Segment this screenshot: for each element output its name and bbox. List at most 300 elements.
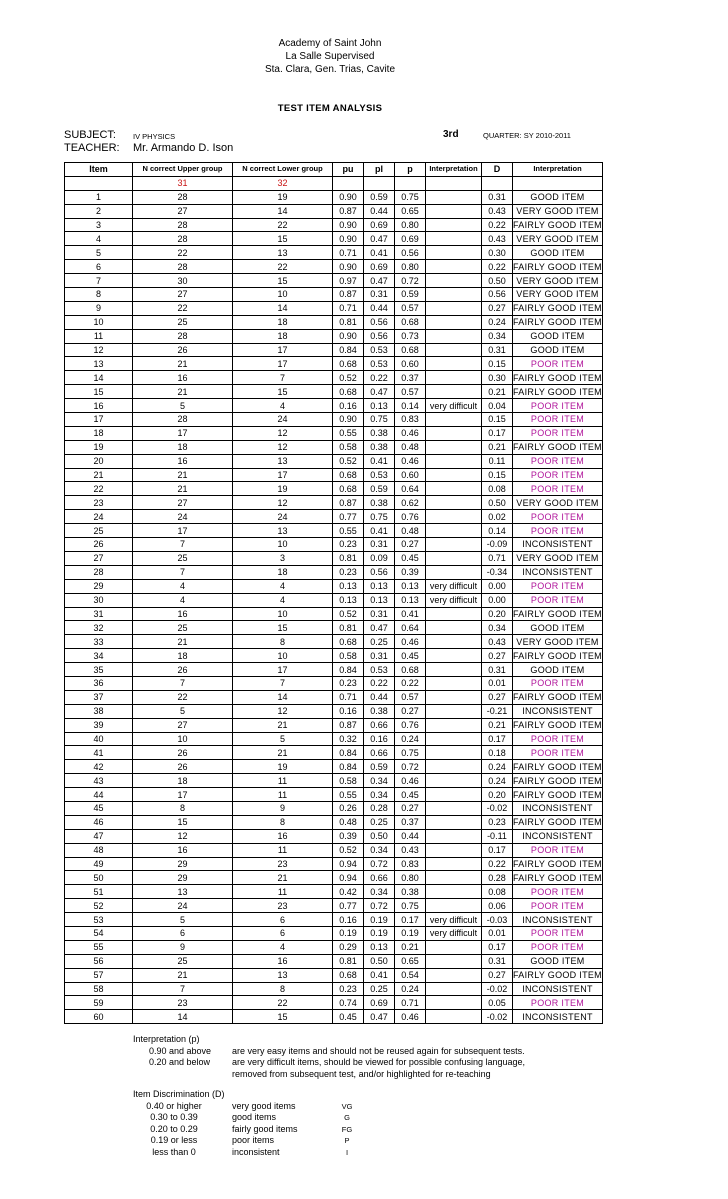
item-number: 15 xyxy=(65,385,133,399)
pl-value: 0.38 xyxy=(364,440,395,454)
lower-correct: 15 xyxy=(233,385,333,399)
d-value: 0.15 xyxy=(482,357,513,371)
legend-d-range: 0.30 to 0.39 xyxy=(150,1112,198,1122)
p-interpretation xyxy=(426,357,482,371)
table-row xyxy=(65,260,603,274)
upper-correct: 22 xyxy=(133,301,233,315)
table-row xyxy=(65,676,603,690)
table-row xyxy=(65,663,603,677)
d-value: 0.22 xyxy=(482,260,513,274)
lower-correct: 4 xyxy=(233,940,333,954)
pu-value: 0.77 xyxy=(333,510,364,524)
p-value: 0.80 xyxy=(395,218,426,232)
legend-d-row xyxy=(133,1101,433,1113)
p-interpretation xyxy=(426,538,482,552)
item-number: 27 xyxy=(65,551,133,565)
lower-correct: 24 xyxy=(233,413,333,427)
upper-correct: 6 xyxy=(133,926,233,940)
p-interpretation xyxy=(426,676,482,690)
d-interpretation: POOR ITEM xyxy=(513,843,603,857)
pl-value: 0.41 xyxy=(364,454,395,468)
upper-correct: 18 xyxy=(133,649,233,663)
pu-value: 0.71 xyxy=(333,690,364,704)
upper-correct: 17 xyxy=(133,426,233,440)
pl-value: 0.53 xyxy=(364,357,395,371)
p-interpretation xyxy=(426,885,482,899)
lower-correct: 18 xyxy=(233,315,333,329)
d-interpretation: FAIRLY GOOD ITEM xyxy=(513,303,602,314)
item-number: 7 xyxy=(65,274,133,288)
p-value: 0.68 xyxy=(395,663,426,677)
d-interpretation: GOOD ITEM xyxy=(513,621,603,635)
pu-value: 0.55 xyxy=(333,788,364,802)
pu-value: 0.71 xyxy=(333,301,364,315)
pl-value: 0.41 xyxy=(364,524,395,538)
table-row xyxy=(65,635,603,649)
item-number: 38 xyxy=(65,704,133,718)
legend-d xyxy=(133,1089,433,1158)
item-number: 19 xyxy=(65,440,133,454)
upper-correct: 7 xyxy=(133,565,233,579)
d-value: -0.21 xyxy=(482,704,513,718)
p-interpretation: very difficult xyxy=(426,579,482,593)
pl-value: 0.75 xyxy=(364,510,395,524)
item-number: 14 xyxy=(65,371,133,385)
pu-value: 0.71 xyxy=(333,246,364,260)
p-value: 0.65 xyxy=(395,204,426,218)
item-number: 28 xyxy=(65,565,133,579)
p-value: 0.24 xyxy=(395,732,426,746)
p-value: 0.64 xyxy=(395,482,426,496)
d-interpretation: FAIRLY GOOD ITEM xyxy=(513,692,602,703)
p-value: 0.46 xyxy=(395,454,426,468)
table-row xyxy=(65,482,603,496)
pu-value: 0.84 xyxy=(333,343,364,357)
pl-value: 0.44 xyxy=(364,301,395,315)
p-interpretation xyxy=(426,663,482,677)
table-row xyxy=(65,315,603,329)
p-value: 0.60 xyxy=(395,357,426,371)
p-interpretation xyxy=(426,288,482,302)
p-value: 0.57 xyxy=(395,690,426,704)
d-interpretation: POOR ITEM xyxy=(513,885,603,899)
table-row xyxy=(65,190,603,204)
p-interpretation xyxy=(426,204,482,218)
upper-correct: 21 xyxy=(133,468,233,482)
lower-correct: 19 xyxy=(233,760,333,774)
pl-value: 0.59 xyxy=(364,760,395,774)
legend-d-code: I xyxy=(345,1147,349,1157)
d-interpretation: FAIRLY GOOD ITEM xyxy=(513,261,602,272)
pu-value: 0.68 xyxy=(333,468,364,482)
table-row xyxy=(65,232,603,246)
d-interpretation: INCONSISTENT xyxy=(513,565,603,579)
p-interpretation xyxy=(426,788,482,802)
table-row xyxy=(65,815,603,829)
p-value: 0.83 xyxy=(395,857,426,871)
table-row xyxy=(65,996,603,1010)
table-row xyxy=(65,496,603,510)
upper-correct: 17 xyxy=(133,524,233,538)
d-value: 0.24 xyxy=(482,315,513,329)
table-row xyxy=(65,982,603,996)
p-interpretation xyxy=(426,871,482,885)
d-value: 0.50 xyxy=(482,496,513,510)
item-number: 36 xyxy=(65,676,133,690)
table-row xyxy=(65,246,603,260)
pl-value: 0.66 xyxy=(364,718,395,732)
p-interpretation xyxy=(426,968,482,982)
d-value: -0.34 xyxy=(482,565,513,579)
d-value: 0.06 xyxy=(482,899,513,913)
item-number: 42 xyxy=(65,760,133,774)
item-number: 29 xyxy=(65,579,133,593)
item-number: 47 xyxy=(65,829,133,843)
table-row xyxy=(65,288,603,302)
p-value: 0.46 xyxy=(395,774,426,788)
pu-value: 0.42 xyxy=(333,885,364,899)
legend-d-code: FG xyxy=(341,1124,353,1134)
legend-d-range: 0.19 or less xyxy=(150,1135,198,1145)
p-value: 0.45 xyxy=(395,551,426,565)
table-row xyxy=(65,274,603,288)
table-row xyxy=(65,551,603,565)
pl-value: 0.69 xyxy=(364,218,395,232)
p-value: 0.71 xyxy=(395,996,426,1010)
p-interpretation xyxy=(426,260,482,274)
d-value: -0.03 xyxy=(482,913,513,927)
d-value: 0.17 xyxy=(482,940,513,954)
legend-d-code: VG xyxy=(341,1101,353,1111)
upper-correct: 22 xyxy=(133,246,233,260)
pu-value: 0.23 xyxy=(333,676,364,690)
d-interpretation: POOR ITEM xyxy=(513,926,603,940)
item-number: 34 xyxy=(65,649,133,663)
d-value: 0.71 xyxy=(482,551,513,565)
table-row xyxy=(65,1010,603,1024)
upper-correct: 16 xyxy=(133,454,233,468)
lower-correct: 24 xyxy=(233,510,333,524)
pu-value: 0.87 xyxy=(333,204,364,218)
pu-value: 0.26 xyxy=(333,801,364,815)
pl-value: 0.66 xyxy=(364,746,395,760)
d-value: 0.31 xyxy=(482,663,513,677)
pu-value: 0.52 xyxy=(333,454,364,468)
p-interpretation xyxy=(426,801,482,815)
d-interpretation: FAIRLY GOOD ITEM xyxy=(513,442,602,453)
p-value: 0.48 xyxy=(395,440,426,454)
upper-correct: 7 xyxy=(133,676,233,690)
item-number: 6 xyxy=(65,260,133,274)
p-value: 0.27 xyxy=(395,801,426,815)
pu-value: 0.23 xyxy=(333,538,364,552)
p-value: 0.46 xyxy=(395,426,426,440)
table-row xyxy=(65,426,603,440)
d-value: 0.31 xyxy=(482,190,513,204)
p-interpretation xyxy=(426,232,482,246)
lower-correct: 21 xyxy=(233,871,333,885)
d-value: -0.02 xyxy=(482,1010,513,1024)
pl-value: 0.56 xyxy=(364,315,395,329)
lower-correct: 4 xyxy=(233,399,333,413)
p-value: 0.44 xyxy=(395,829,426,843)
pl-value: 0.47 xyxy=(364,274,395,288)
p-value: 0.19 xyxy=(395,926,426,940)
d-value: 0.43 xyxy=(482,232,513,246)
p-interpretation xyxy=(426,218,482,232)
d-value: 0.18 xyxy=(482,746,513,760)
d-value: 0.31 xyxy=(482,343,513,357)
d-value: 0.11 xyxy=(482,454,513,468)
p-value: 0.24 xyxy=(395,982,426,996)
table-row xyxy=(65,538,603,552)
item-number: 22 xyxy=(65,482,133,496)
d-interpretation: FAIRLY GOOD ITEM xyxy=(513,650,602,661)
p-value: 0.72 xyxy=(395,274,426,288)
table-row xyxy=(65,565,603,579)
p-value: 0.57 xyxy=(395,385,426,399)
pu-value: 0.90 xyxy=(333,190,364,204)
upper-correct: 12 xyxy=(133,829,233,843)
pu-value: 0.68 xyxy=(333,635,364,649)
lower-correct: 12 xyxy=(233,426,333,440)
item-number: 53 xyxy=(65,913,133,927)
upper-correct: 21 xyxy=(133,482,233,496)
d-value: 0.31 xyxy=(482,954,513,968)
table-row xyxy=(65,940,603,954)
pu-value: 0.87 xyxy=(333,288,364,302)
upper-correct: 4 xyxy=(133,579,233,593)
table-row xyxy=(65,454,603,468)
pu-value: 0.77 xyxy=(333,899,364,913)
lower-correct: 8 xyxy=(233,815,333,829)
item-number: 25 xyxy=(65,524,133,538)
pl-value: 0.34 xyxy=(364,788,395,802)
d-value: 0.24 xyxy=(482,774,513,788)
lower-correct: 16 xyxy=(233,954,333,968)
header-pu: pu xyxy=(333,163,364,177)
d-interpretation: POOR ITEM xyxy=(513,593,603,607)
pl-value: 0.72 xyxy=(364,857,395,871)
lower-correct: 17 xyxy=(233,663,333,677)
d-interpretation: VERY GOOD ITEM xyxy=(513,232,603,246)
item-number: 45 xyxy=(65,801,133,815)
pu-value: 0.58 xyxy=(333,649,364,663)
upper-correct: 21 xyxy=(133,357,233,371)
pu-value: 0.29 xyxy=(333,940,364,954)
lower-correct: 10 xyxy=(233,538,333,552)
d-interpretation: FAIRLY GOOD ITEM xyxy=(513,872,602,883)
pu-value: 0.87 xyxy=(333,718,364,732)
p-value: 0.21 xyxy=(395,940,426,954)
p-value: 0.41 xyxy=(395,607,426,621)
p-value: 0.27 xyxy=(395,538,426,552)
quarter-label: QUARTER: SY 2010-2011 xyxy=(483,131,571,140)
pl-value: 0.59 xyxy=(364,190,395,204)
pl-value: 0.09 xyxy=(364,551,395,565)
d-interpretation: FAIRLY GOOD ITEM xyxy=(513,386,602,397)
lower-correct: 4 xyxy=(233,579,333,593)
table-row xyxy=(65,857,603,871)
lower-correct: 12 xyxy=(233,704,333,718)
pu-value: 0.52 xyxy=(333,607,364,621)
item-number: 43 xyxy=(65,774,133,788)
legend-d-title: Item Discrimination (D) xyxy=(133,1089,225,1099)
lower-correct: 11 xyxy=(233,843,333,857)
table-row xyxy=(65,593,603,607)
item-number: 20 xyxy=(65,454,133,468)
item-number: 16 xyxy=(65,399,133,413)
lower-correct: 15 xyxy=(233,621,333,635)
item-number: 2 xyxy=(65,204,133,218)
p-interpretation xyxy=(426,371,482,385)
p-interpretation xyxy=(426,1010,482,1024)
p-value: 0.37 xyxy=(395,815,426,829)
upper-correct: 4 xyxy=(133,593,233,607)
table-row xyxy=(65,843,603,857)
legend-d-row xyxy=(133,1124,433,1136)
d-interpretation: FAIRLY GOOD ITEM xyxy=(513,720,602,731)
upper-correct: 26 xyxy=(133,760,233,774)
table-row xyxy=(65,913,603,927)
p-interpretation xyxy=(426,704,482,718)
pl-value: 0.34 xyxy=(364,885,395,899)
table-row xyxy=(65,788,603,802)
d-value: 0.22 xyxy=(482,857,513,871)
item-number: 11 xyxy=(65,329,133,343)
lower-correct: 15 xyxy=(233,232,333,246)
d-value: 0.15 xyxy=(482,413,513,427)
item-number: 30 xyxy=(65,593,133,607)
p-interpretation xyxy=(426,315,482,329)
p-interpretation xyxy=(426,190,482,204)
d-interpretation: POOR ITEM xyxy=(513,468,603,482)
d-value: 0.05 xyxy=(482,996,513,1010)
item-number: 17 xyxy=(65,413,133,427)
p-value: 0.80 xyxy=(395,260,426,274)
pu-value: 0.94 xyxy=(333,871,364,885)
pl-value: 0.38 xyxy=(364,426,395,440)
p-value: 0.69 xyxy=(395,232,426,246)
pu-value: 0.45 xyxy=(333,1010,364,1024)
upper-correct: 28 xyxy=(133,218,233,232)
lower-correct: 3 xyxy=(233,551,333,565)
p-interpretation xyxy=(426,482,482,496)
pu-value: 0.81 xyxy=(333,315,364,329)
upper-correct: 25 xyxy=(133,954,233,968)
pu-value: 0.68 xyxy=(333,385,364,399)
table-header-row xyxy=(65,163,603,177)
teacher-value: Mr. Armando D. Ison xyxy=(133,142,234,154)
pl-value: 0.50 xyxy=(364,954,395,968)
upper-correct: 21 xyxy=(133,635,233,649)
d-interpretation: FAIRLY GOOD ITEM xyxy=(513,220,602,230)
legend-p-range: 0.20 and below xyxy=(149,1057,211,1067)
legend-p-text: removed from subsequent test, and/or highlighted for re-teaching xyxy=(232,1068,491,1079)
pu-value: 0.94 xyxy=(333,857,364,871)
d-interpretation: VERY GOOD ITEM xyxy=(513,204,603,218)
table-row xyxy=(65,385,603,399)
pu-value: 0.16 xyxy=(333,399,364,413)
upper-correct: 7 xyxy=(133,538,233,552)
header-interpretation-p: Interpretation xyxy=(426,163,482,177)
lower-correct: 9 xyxy=(233,801,333,815)
p-interpretation xyxy=(426,385,482,399)
lower-correct: 23 xyxy=(233,899,333,913)
d-value: 0.04 xyxy=(482,399,513,413)
d-value: 0.14 xyxy=(482,524,513,538)
table-row xyxy=(65,524,603,538)
p-value: 0.62 xyxy=(395,496,426,510)
d-value: 0.21 xyxy=(482,440,513,454)
d-interpretation: GOOD ITEM xyxy=(513,954,603,968)
item-number: 8 xyxy=(65,288,133,302)
lower-correct: 8 xyxy=(233,635,333,649)
d-value: 0.01 xyxy=(482,676,513,690)
table-row xyxy=(65,732,603,746)
d-interpretation: INCONSISTENT xyxy=(513,801,603,815)
item-number: 51 xyxy=(65,885,133,899)
p-value: 0.68 xyxy=(395,315,426,329)
table-row xyxy=(65,621,603,635)
legend-d-text: poor items xyxy=(232,1135,275,1145)
item-number: 46 xyxy=(65,815,133,829)
upper-correct: 27 xyxy=(133,288,233,302)
pu-value: 0.84 xyxy=(333,760,364,774)
p-interpretation xyxy=(426,343,482,357)
pl-value: 0.41 xyxy=(364,968,395,982)
d-interpretation: POOR ITEM xyxy=(513,413,603,427)
d-interpretation: FAIRLY GOOD ITEM xyxy=(513,317,602,328)
pl-value: 0.59 xyxy=(364,482,395,496)
group-size-row xyxy=(65,176,603,190)
upper-correct: 18 xyxy=(133,774,233,788)
upper-correct: 23 xyxy=(133,996,233,1010)
d-value: 0.00 xyxy=(482,593,513,607)
p-interpretation xyxy=(426,649,482,663)
table-row xyxy=(65,760,603,774)
pl-value: 0.44 xyxy=(364,204,395,218)
d-interpretation: POOR ITEM xyxy=(513,482,603,496)
p-value: 0.76 xyxy=(395,718,426,732)
lower-correct: 19 xyxy=(233,482,333,496)
lower-correct: 22 xyxy=(233,996,333,1010)
table-row xyxy=(65,871,603,885)
item-number: 44 xyxy=(65,788,133,802)
d-value: 0.27 xyxy=(482,968,513,982)
d-value: 0.21 xyxy=(482,385,513,399)
p-interpretation xyxy=(426,329,482,343)
upper-correct: 18 xyxy=(133,440,233,454)
upper-correct: 5 xyxy=(133,704,233,718)
item-number: 21 xyxy=(65,468,133,482)
p-value: 0.75 xyxy=(395,899,426,913)
p-interpretation xyxy=(426,607,482,621)
p-value: 0.39 xyxy=(395,565,426,579)
p-interpretation xyxy=(426,982,482,996)
d-interpretation: GOOD ITEM xyxy=(513,246,603,260)
table-row xyxy=(65,607,603,621)
p-value: 0.73 xyxy=(395,329,426,343)
table-row xyxy=(65,801,603,815)
lower-correct: 21 xyxy=(233,718,333,732)
legend-p-range: 0.90 and above xyxy=(149,1045,212,1056)
p-value: 0.59 xyxy=(395,288,426,302)
d-interpretation: POOR ITEM xyxy=(513,426,603,440)
quarter-number: 3rd xyxy=(443,129,459,140)
item-number: 31 xyxy=(65,607,133,621)
d-value: 0.23 xyxy=(482,815,513,829)
